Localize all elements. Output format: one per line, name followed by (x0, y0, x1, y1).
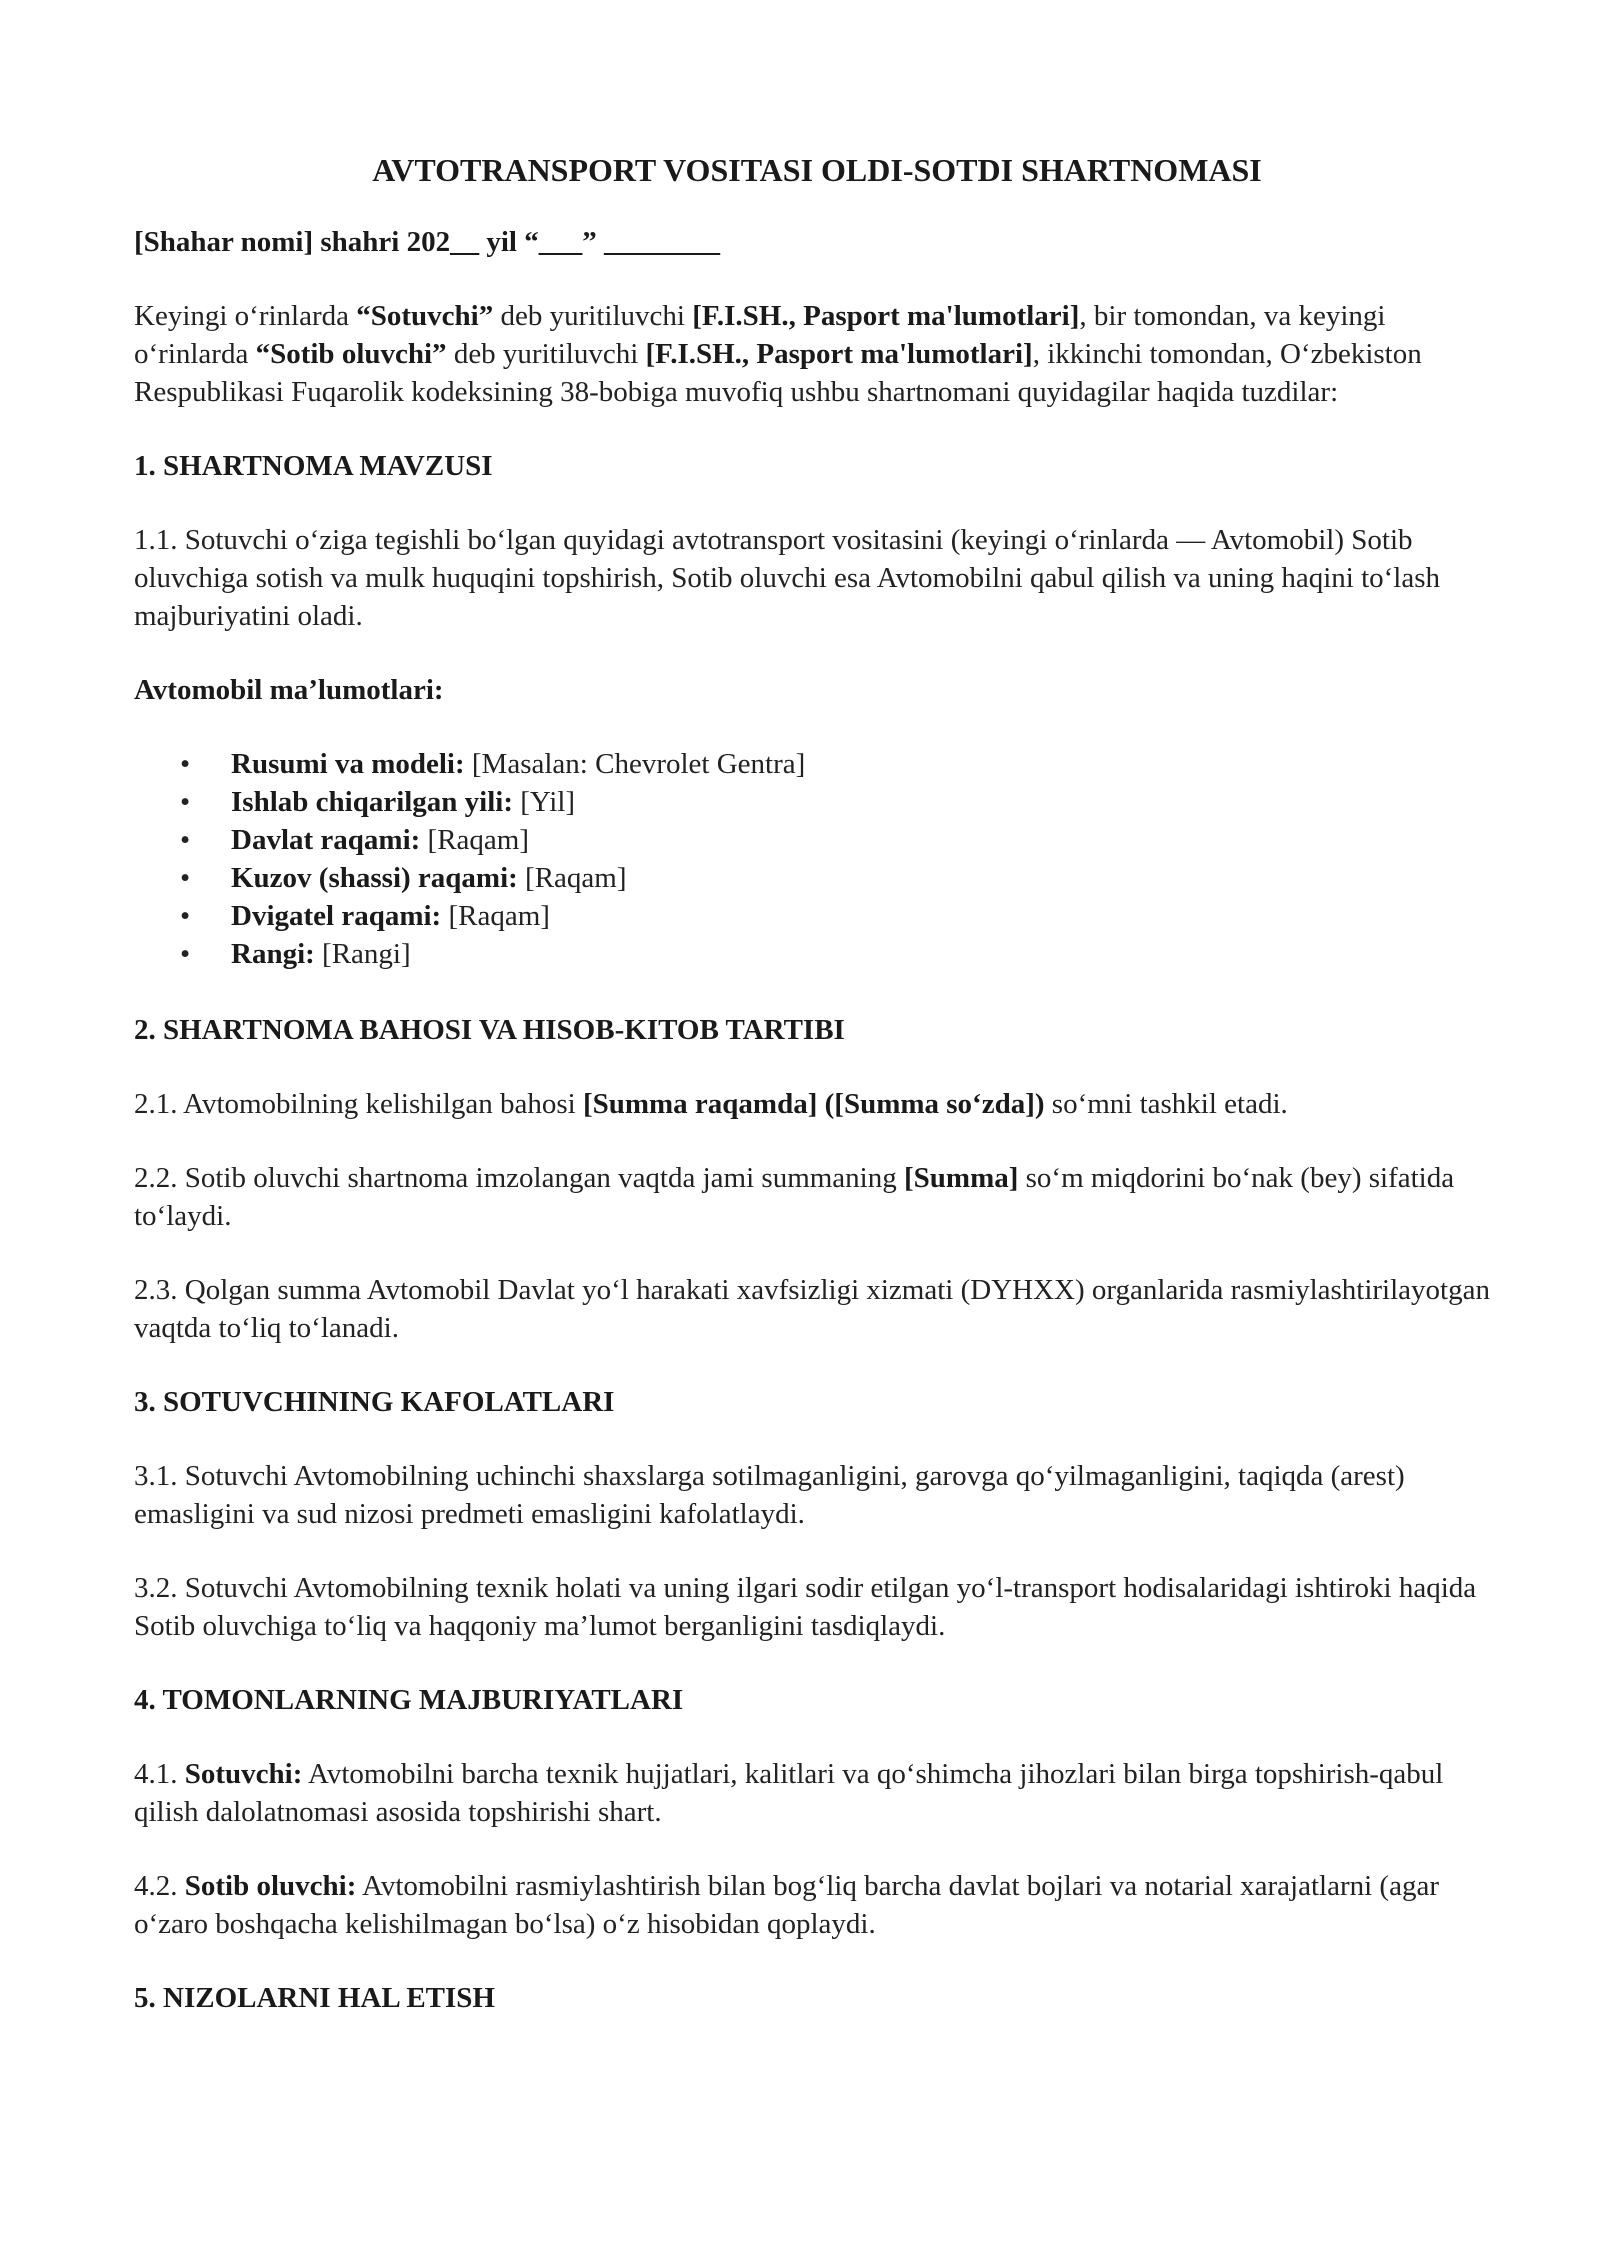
buyer-details-placeholder: [F.I.SH., Pasport ma'lumotlari] (645, 338, 1033, 370)
clause-4-1 (134, 1755, 1500, 1831)
list-item (134, 897, 1500, 935)
spec-label: Dvigatel raqami: (231, 900, 442, 932)
list-item (134, 859, 1500, 897)
bullet-icon: • (180, 786, 191, 818)
spec-label: Ishlab chiqarilgan yili: (231, 786, 514, 818)
spec-label: Kuzov (shassi) raqami: (231, 862, 518, 894)
bullet-icon: • (180, 938, 191, 970)
spec-value: [Raqam] (517, 862, 627, 894)
section-1-heading: 1. SHARTNOMA MAVZUSI (134, 450, 493, 482)
seller-term: “Sotuvchi” (356, 300, 494, 332)
bullet-icon: • (180, 900, 191, 932)
spec-label: Rusumi va modeli: (231, 748, 465, 780)
clause-text: 2.2. Sotib oluvchi shartnoma imzolangan vaqtda jami summaning (134, 1162, 904, 1194)
clause-text: Avtomobilni barcha texnik hujjatlari, kalitlari va qoʻshimcha jihozlari bilan birga topshirish-qabul qilish dalolatnomasi asosida topshirishi shart. (134, 1758, 1444, 1828)
intro-text-5: , ikkinchi tomondan, Oʻzbekiston Respublikasi Fuqarolik kodeksining 38-bobiga muvofiq ushbu shartnomani quyidagilar haqida tuzdilar: (134, 338, 1422, 408)
clause-2-1 (134, 1085, 1500, 1123)
clause-number: 4.2. (134, 1870, 185, 1902)
clause-2-3: 2.3. Qolgan summa Avtomobil Davlat yoʻl harakati xavfsizligi xizmati (DYHXX) organlarida rasmiylashtirilayotgan vaqtda toʻliq toʻlanadi. (134, 1274, 1490, 1344)
clause-4-2 (134, 1867, 1500, 1943)
clause-text: soʻmni tashkil etadi. (1044, 1088, 1288, 1120)
party-label: Sotib oluvchi: (184, 1870, 357, 1902)
buyer-term: “Sotib oluvchi” (255, 338, 447, 370)
clause-3-2: 3.2. Sotuvchi Avtomobilning texnik holati va uning ilgari sodir etilgan yoʻl-transport hodisalaridagi ishtiroki haqida Sotib oluvchiga toʻliq va haqqoniy ma’lumot berganligini tasdiqlaydi. (134, 1572, 1477, 1642)
deposit-placeholder: [Summa] (904, 1162, 1019, 1194)
intro-text-4: deb yuritiluvchi (446, 338, 646, 370)
spec-value: [Raqam] (441, 900, 550, 932)
list-item (134, 783, 1500, 821)
clause-number: 4.1. (134, 1758, 185, 1790)
spec-label: Davlat raqami: (231, 824, 421, 856)
section-2-heading: 2. SHARTNOMA BAHOSI VA HISOB-KITOB TARTIBI (134, 1014, 845, 1046)
spec-label: Rangi: (231, 938, 315, 970)
clause-1-1: 1.1. Sotuvchi oʻziga tegishli boʻlgan quyidagi avtotransport vositasini (keyingi oʻrinlarda — Avtomobil) Sotib oluvchiga sotish va mulk huquqini topshirish, Sotib oluvchi esa Avtomobilni qabul qilish va uning haqini toʻlash majburiyatini oladi. (134, 524, 1441, 632)
list-item (134, 745, 1500, 783)
list-item (134, 935, 1500, 973)
clause-2-2 (134, 1159, 1500, 1235)
intro-text-1: Keyingi oʻrinlarda (134, 300, 357, 332)
vehicle-details-heading: Avtomobil ma’lumotlari: (134, 674, 444, 706)
section-4-heading: 4. TOMONLARNING MAJBURIYATLARI (134, 1684, 684, 1716)
bullet-icon: • (180, 824, 191, 856)
bullet-icon: • (180, 862, 191, 894)
section-5-heading: 5. NIZOLARNI HAL ETISH (134, 1982, 495, 2014)
section-3-heading: 3. SOTUVCHINING KAFOLATLARI (134, 1386, 615, 1418)
intro-text-2: deb yuritiluvchi (493, 300, 693, 332)
spec-value: [Rangi] (314, 938, 411, 970)
intro-text-3: , bir tomondan, va keyingi oʻrinlarda (134, 300, 1386, 370)
party-label: Sotuvchi: (184, 1758, 303, 1790)
seller-details-placeholder: [F.I.SH., Pasport ma'lumotlari] (692, 300, 1080, 332)
clause-text: soʻm miqdorini boʻnak (bey) sifatida toʻlaydi. (134, 1162, 1455, 1232)
bullet-icon: • (180, 748, 191, 780)
clause-text: 2.1. Avtomobilning kelishilgan bahosi (134, 1088, 583, 1120)
vehicle-details-list (134, 745, 1500, 973)
spec-value: [Raqam] (420, 824, 529, 856)
list-item (134, 821, 1500, 859)
price-placeholder: [Summa raqamda] ([Summa soʻzda]) (582, 1088, 1045, 1120)
document-title: AVTOTRANSPORT VOSITASI OLDI-SOTDI SHARTNOMASI (372, 152, 1262, 188)
clause-3-1: 3.1. Sotuvchi Avtomobilning uchinchi shaxslarga sotilmaganligini, garovga qoʻyilmaganligini, taqiqda (arest) emasligini va sud nizosi predmeti emasligini kafolatlaydi. (134, 1460, 1405, 1530)
clause-text: Avtomobilni rasmiylashtirish bilan bogʻliq barcha davlat bojlari va notarial xarajatlarni (agar oʻzaro boshqacha kelishilmagan boʻlsa) oʻz hisobidan qoplaydi. (134, 1870, 1439, 1940)
intro-paragraph (134, 297, 1500, 411)
date-place-line: [Shahar nomi] shahri 202__ yil “___” ________ (134, 226, 720, 258)
spec-value: [Masalan: Chevrolet Gentra] (464, 748, 806, 780)
spec-value: [Yil] (513, 786, 576, 818)
